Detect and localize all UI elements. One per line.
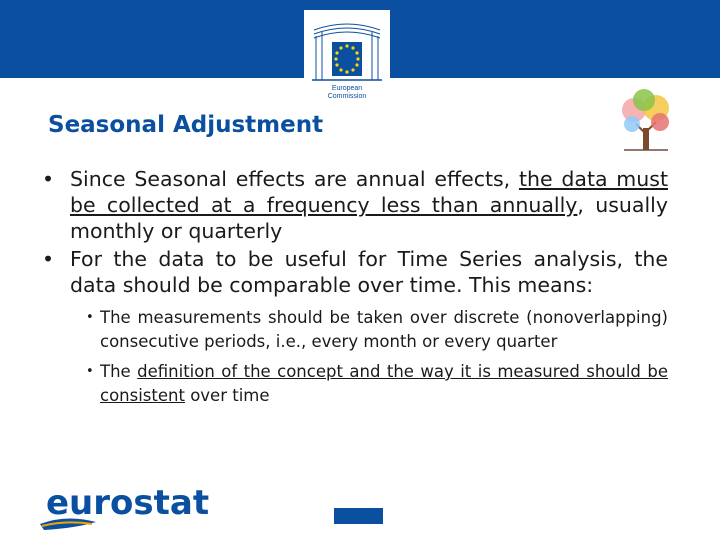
tree-illustration-icon xyxy=(610,84,682,156)
bullet-list xyxy=(40,166,668,414)
bullet-text-tail: , usually monthly or quarterly xyxy=(70,193,668,243)
sub-bullet-link-text: definition of the concept and the way it is measured should be consistent xyxy=(100,362,668,405)
ec-logo-caption-2: Commission xyxy=(327,93,367,100)
bullet-item xyxy=(40,246,668,408)
sub-bullet-item xyxy=(70,360,668,408)
footer-accent-bar xyxy=(334,508,383,524)
bullet-emphasis: the data must be collected at a frequency less than annual xyxy=(70,167,668,217)
sub-bullet-list xyxy=(70,306,668,408)
sub-bullet-text: • The measurements should be taken over discrete (nonoverlapping) consecutive periods, i.e., every month or every quarter xyxy=(100,308,668,351)
sub-bullet-item xyxy=(70,306,668,354)
eurostat-wordmark: eurostat xyxy=(46,483,210,523)
eurostat-logo-icon xyxy=(36,480,210,532)
ec-logo-icon xyxy=(304,10,390,102)
bullet-item xyxy=(40,166,668,244)
bullet-text: For the data to be useful for Time Series analysis, the data should be comparable over time. This means: xyxy=(70,247,668,297)
sub-bullet-suffix: over time xyxy=(184,386,270,405)
bullet-emphasis-suffix: ly xyxy=(559,193,578,217)
sub-bullet-prefix: The xyxy=(100,362,138,381)
slide-title: Seasonal Adjustment xyxy=(48,112,324,138)
bullet-text: Since Seasonal effects are annual effects, xyxy=(70,167,519,191)
ec-logo-caption-1: European xyxy=(331,85,363,92)
